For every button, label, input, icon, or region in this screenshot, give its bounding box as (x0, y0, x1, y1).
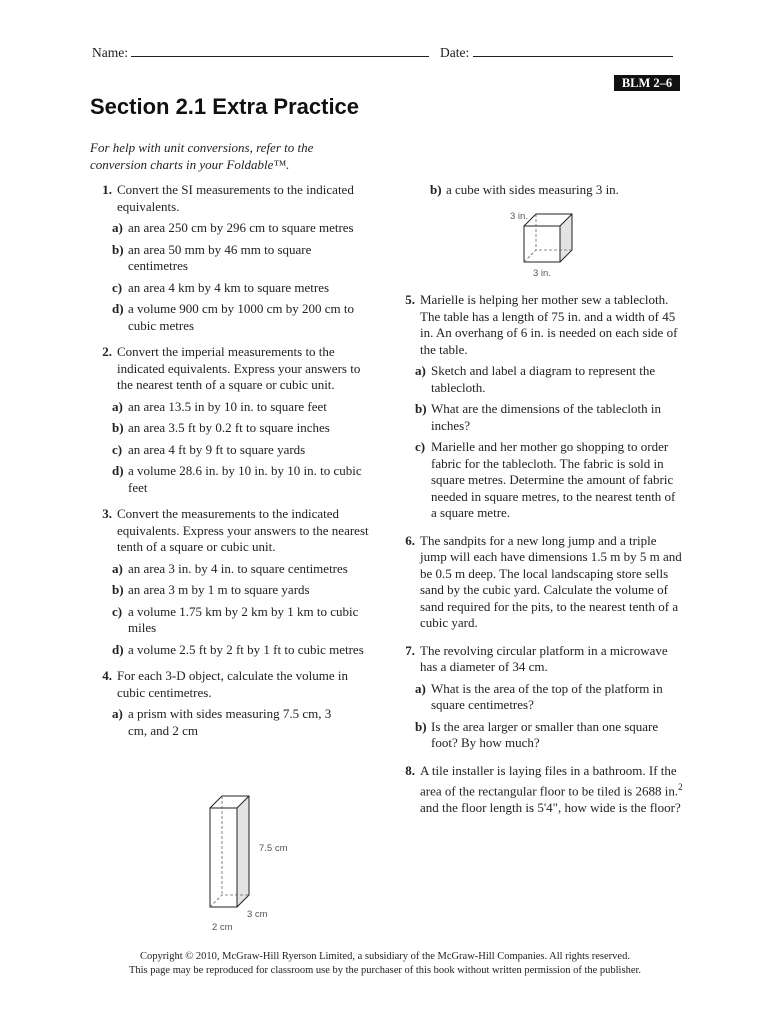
question-text: For each 3-D object, calculate the volume in cubic centimetres. (117, 668, 349, 700)
question-number: 7. (405, 642, 415, 658)
part-letter: d) (112, 463, 124, 478)
question-1 (90, 182, 370, 334)
part-letter: b) (112, 241, 124, 257)
part-text: an area 50 mm by 46 mm to square centimetres (128, 241, 312, 273)
part-text: an area 3 m by 1 m to square yards (128, 582, 310, 597)
prism-side-face (237, 796, 249, 907)
part-letter: b) (112, 420, 124, 435)
left-column (90, 182, 370, 739)
superscript: 2 (678, 782, 683, 792)
question-text: The revolving circular platform in a microwave has a diameter of 34 cm. (420, 642, 668, 674)
part-text: Marielle and her mother go shopping to order fabric for the tablecloth. The fabric is sold in square metres. Determine the amount of fabric needed in square metres, to the nearest tenth of a square metre. (431, 439, 676, 520)
part-text: a volume 900 cm by 1000 cm by 200 cm to cubic metres (128, 301, 355, 333)
question-3 (90, 506, 370, 658)
part-text: What is the area of the top of the platform in square centimetres? (431, 680, 663, 712)
cube-bottom-label: 3 in. (533, 268, 551, 279)
part-text: a cube with sides measuring 3 in. (446, 182, 619, 197)
part-letter: a) (415, 363, 426, 378)
date-line[interactable] (473, 44, 673, 57)
question-text: Marielle is helping her mother sew a tablecloth. The table has a length of 75 in. and a width of 45 in. An overhang of 6 in. is needed on each side of the table. (420, 292, 678, 357)
cube-side-face (560, 214, 572, 262)
name-line[interactable] (131, 44, 429, 57)
right-column (415, 182, 683, 199)
question-text-part-a: A tile installer is laying files in a bathroom. If the area of the rectangular floor to be tiled is 2688 in. (420, 762, 679, 799)
part-text: a volume 1.75 km by 2 km by 1 km to cubic miles (128, 603, 359, 635)
question-text-part-b: and the floor length is 5'4", how wide is the floor? (420, 799, 681, 815)
prism-front-face (210, 808, 237, 907)
question-text (420, 763, 683, 817)
cube-figure (500, 206, 590, 282)
question-5 (393, 292, 683, 522)
question-number: 4. (102, 668, 112, 683)
part-text: an area 13.5 in by 10 in. to square feet (128, 398, 327, 414)
part-letter: c) (415, 439, 426, 454)
prism-height-label: 7.5 cm (259, 843, 288, 854)
question-text: Convert the imperial measurements to the indicated equivalents. Express your answers to the nearest tenth of a square or cubic unit. (117, 344, 361, 392)
date-label: Date: (440, 45, 470, 60)
part-letter: b) (430, 182, 442, 197)
question-8 (393, 763, 683, 817)
part-text: Is the area larger or smaller than one square foot? By how much? (431, 718, 659, 750)
prism-depth-label: 3 cm (247, 909, 268, 920)
prism-width-label: 2 cm (212, 922, 233, 933)
part-letter: a) (112, 398, 123, 414)
part-letter: c) (112, 603, 123, 619)
part-text: an area 4 km by 4 km to square metres (128, 279, 330, 295)
part-letter: d) (112, 301, 124, 316)
prism-figure (195, 790, 305, 935)
question-2 (90, 344, 370, 496)
part-text: an area 4 ft by 9 ft to square yards (128, 441, 306, 457)
part-letter: c) (112, 279, 123, 295)
question-number: 8. (405, 762, 415, 778)
part-letter: a) (112, 706, 123, 721)
copyright-line: Copyright © 2010, McGraw-Hill Ryerson Limited, a subsidiary of the McGraw-Hill Companies. All rights reserved. (140, 951, 630, 962)
part-letter: a) (112, 220, 123, 235)
reproduction-notice: This page may be reproduced for classroom use by the purchaser of this book without written permission of the publisher. (128, 965, 642, 976)
blm-badge: BLM 2–6 (614, 75, 680, 91)
date-field[interactable] (440, 44, 673, 61)
question-number: 2. (102, 344, 112, 359)
question-number: 1. (102, 182, 112, 197)
part-letter: c) (112, 441, 123, 457)
cube-top-label: 3 in. (510, 211, 528, 222)
part-text: a volume 2.5 ft by 2 ft by 1 ft to cubic metres (128, 641, 364, 657)
question-number: 3. (102, 506, 112, 521)
part-letter: b) (112, 582, 124, 597)
part-letter: b) (415, 401, 427, 416)
part-text: an area 3 in. by 4 in. to square centimetres (128, 560, 348, 576)
part-text: What are the dimensions of the tablecloth in inches? (431, 401, 661, 433)
part-text: Sketch and label a diagram to represent the tablecloth. (431, 363, 656, 395)
right-column-lower (393, 292, 683, 816)
part-letter: a) (112, 560, 123, 576)
name-field[interactable] (92, 44, 429, 61)
footer (0, 950, 770, 978)
page-title: Section 2.1 Extra Practice (90, 94, 360, 119)
question-4b (415, 182, 683, 199)
part-letter: b) (415, 718, 427, 734)
question-text: Convert the SI measurements to the indicated equivalents. (117, 182, 354, 214)
name-label: Name: (92, 45, 128, 60)
question-7 (393, 643, 683, 752)
part-letter: d) (112, 641, 124, 657)
question-6 (393, 533, 683, 632)
question-number: 6. (405, 532, 415, 548)
part-text: a prism with sides measuring 7.5 cm, 3 cm, and 2 cm (128, 706, 332, 738)
question-4 (90, 668, 370, 739)
part-letter: a) (415, 680, 426, 696)
part-text: a volume 28.6 in. by 10 in. by 10 in. to cubic feet (128, 463, 362, 495)
part-text: an area 3.5 ft by 0.2 ft to square inches (128, 420, 330, 435)
part-text: an area 250 cm by 296 cm to square metres (128, 220, 354, 235)
question-text: Convert the measurements to the indicated equivalents. Express your answers to the nearest tenth of a square or cubic unit. (117, 506, 369, 554)
question-text: The sandpits for a new long jump and a triple jump will each have dimensions 1.5 m by 5 m and be 0.5 m deep. The local landscaping store sells sand by the cubic yard. Calculate the volume of sand required for the pits, to the nearest tenth of a cubic yard. (420, 532, 682, 630)
help-text: For help with unit conversions, refer to the conversion charts in your Foldable™. (90, 140, 314, 172)
question-number: 5. (405, 292, 415, 307)
